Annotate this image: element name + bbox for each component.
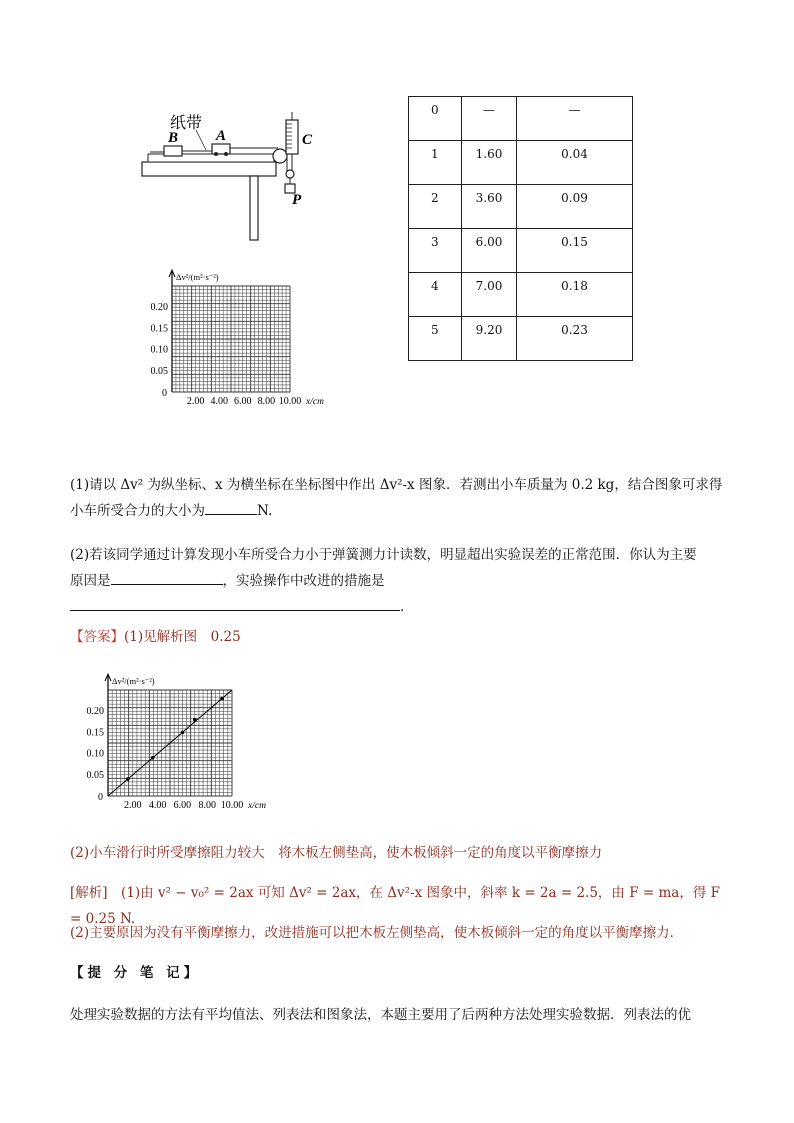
pulley (273, 149, 287, 163)
origin-label: 0 (162, 388, 167, 399)
spring-scale-C (286, 120, 298, 154)
question-2-line2: 原因是 ，实验操作中改进的措施是 (70, 568, 730, 594)
x-axis-label: x/cm (248, 801, 266, 811)
timer-B (164, 146, 182, 156)
table-row (409, 141, 633, 185)
notes-body: 处理实验数据的方法有平均值法、列表法和图象法，本题主要用了后两种方法处理实验数据．列表法的优 (70, 1007, 691, 1023)
answer-blank-reason[interactable] (111, 570, 223, 585)
data-point (126, 777, 130, 781)
apparatus-figure (138, 108, 328, 244)
y-tick-label: 0.20 (150, 302, 168, 314)
answer-tag: 【答案】 (70, 629, 124, 645)
data-point (220, 697, 224, 701)
question-2 (70, 542, 730, 620)
question-1-line1: (1)请以 Δv² 为纵坐标、x 为横坐标在坐标图中作出 Δv²-x 图象．若测出小车质量为 0.2 kg，结合图象可求得 (70, 477, 723, 493)
y-tick-label: 0.15 (86, 727, 104, 739)
table-cell-x: 1.60 (462, 141, 517, 185)
x-tick-label: 10.00 (220, 800, 244, 811)
question-2-line1: (2)若该同学通过计算发现小车所受合力小于弹簧测力计读数，明显超出实验误差的正常范围．你认为主要 (70, 547, 697, 563)
board (142, 162, 276, 176)
table-cell-dv2: 0.18 (517, 273, 633, 317)
table-row (409, 97, 633, 141)
table-leg (250, 176, 258, 240)
table-cell-x: 6.00 (462, 229, 517, 273)
table-row (409, 317, 633, 361)
data-table (408, 96, 633, 361)
y-axis-label: Δv²/(m²·s⁻²) (112, 676, 155, 686)
x-tick-label: 10.00 (278, 396, 302, 407)
answer-line1: 【答案】(1)见解析图 0.25 (70, 629, 241, 645)
question-1-line2: 小车所受合力的大小为 N. (70, 498, 730, 524)
label-C: C (302, 132, 313, 148)
origin-label: 0 (98, 792, 103, 803)
table-row (409, 185, 633, 229)
table-cell-n: 5 (409, 317, 462, 361)
label-B: B (168, 130, 179, 146)
table-cell-n: 0 (409, 97, 462, 141)
table-cell-x: 7.00 (462, 273, 517, 317)
y-tick-label: 0.20 (86, 706, 104, 718)
table-cell-dv2: — (517, 97, 633, 141)
table-cell-n: 1 (409, 141, 462, 185)
y-tick-label: 0.10 (150, 344, 168, 356)
x-tick-label: 6.00 (173, 800, 192, 811)
y-tick-label: 0.10 (86, 748, 104, 760)
analysis-line2: (2)主要原因为没有平衡摩擦力，改进措施可以把木板左侧垫高，使木板倾斜一定的角度以平衡摩擦力． (70, 925, 684, 941)
x-tick-label: 2.00 (186, 396, 205, 407)
y-axis-label: Δv²/(m²·s⁻²) (176, 272, 219, 282)
question-1 (70, 472, 730, 524)
question-2-line3: . (70, 594, 730, 620)
x-tick-label: 4.00 (148, 800, 167, 811)
x-tick-label: 2.00 (124, 800, 142, 811)
analysis-line1: [解析] (1)由 v² − v₀² = 2ax 可知 Δv² = 2ax，在 Δv²-x 图象中，斜率 k = 2a = 2.5，由 F = ma，得 F = 0.25 N. (70, 885, 720, 927)
table-cell-n: 4 (409, 273, 462, 317)
table-cell-dv2: 0.23 (517, 317, 633, 361)
empty-grid-chart (140, 268, 340, 418)
table-cell-dv2: 0.15 (517, 229, 633, 273)
x-tick-label: 8.00 (257, 396, 276, 407)
answer-blank-force[interactable] (205, 500, 257, 515)
x-tick-label: 6.00 (234, 396, 252, 407)
table-cell-dv2: 0.09 (517, 185, 633, 229)
label-A: A (216, 128, 227, 144)
data-point (151, 756, 155, 760)
analysis-tag: [解析] (70, 885, 108, 901)
data-point (181, 731, 185, 735)
table-cell-n: 3 (409, 229, 462, 273)
label-paper-tape: 纸带 (170, 115, 203, 132)
table-row (409, 229, 633, 273)
table-cell-x: 3.60 (462, 185, 517, 229)
y-tick-label: 0.05 (150, 365, 168, 377)
answer-line2: (2)小车滑行时所受摩擦阻力较大 将木板左侧垫高，使木板倾斜一定的角度以平衡摩擦力 (70, 845, 603, 861)
table-cell-n: 2 (409, 185, 462, 229)
table-cell-dv2: 0.04 (517, 141, 633, 185)
label-P: P (292, 192, 302, 208)
table-row (409, 273, 633, 317)
x-axis-label: x/cm (306, 397, 324, 407)
answer-blank-measure[interactable] (70, 596, 400, 611)
answer-chart (74, 672, 284, 822)
grid (172, 286, 290, 392)
table-cell-x: 9.20 (462, 317, 517, 361)
data-point (193, 718, 197, 722)
y-tick-label: 0.05 (86, 769, 104, 781)
x-tick-label: 8.00 (198, 800, 216, 811)
y-tick-label: 0.15 (150, 323, 168, 335)
table-cell-x: — (462, 97, 517, 141)
notes-title: 【提 分 笔 记】 (70, 965, 202, 981)
x-tick-label: 4.00 (210, 396, 228, 407)
